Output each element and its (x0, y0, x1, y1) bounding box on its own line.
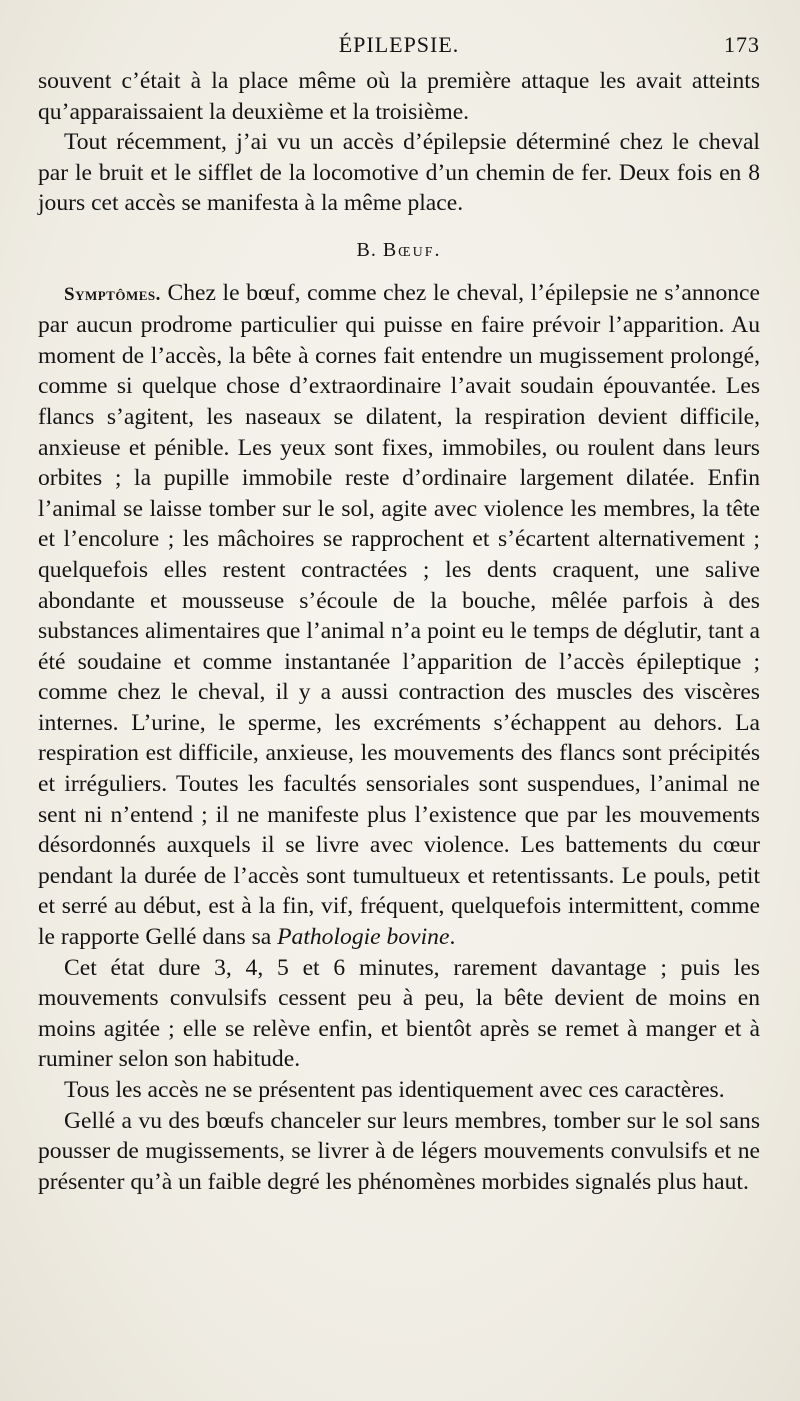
section-title: Bœuf. (382, 238, 442, 261)
running-title: ÉPILEPSIE. (338, 32, 460, 57)
symptoms-text-end: . (449, 924, 456, 951)
book-title-reference: Pathologie bovine (277, 924, 450, 951)
running-header (38, 26, 760, 60)
page-body (38, 66, 760, 1197)
paragraph-locomotive: Tout récemment, j’ai vu un accès d’épilepsie déterminé chez le cheval par le bruit et le sifflet de la locomotive d’un chemin de fer. Deux fois en 8 jours cet accès se manifesta à la même place. (38, 129, 760, 217)
paragraph-gelle: Gellé a vu des bœufs chanceler sur leurs membres, tomber sur le sol sans pousser de mugissements, se livrer à de légers mouvements convulsifs et ne présenter qu’à un faible degré les phénomènes morbides signalés plus haut. (38, 1107, 760, 1195)
section-letter: B. (356, 238, 377, 261)
page-number: 173 (724, 32, 760, 57)
section-heading (38, 235, 760, 266)
paragraph-continued: souvent c’était à la place même où la première attaque les avait atteints qu’apparaissaient la deuxième et la troisième. (38, 68, 760, 125)
symptoms-run-in-heading: Symptômes. (64, 283, 161, 305)
paragraph-variation: Tous les accès ne se présentent pas identiquement avec ces caractères. (64, 1077, 725, 1103)
paragraph-symptoms (38, 278, 760, 953)
paragraph-duration: Cet état dure 3, 4, 5 et 6 minutes, rarement davantage ; puis les mouvements convulsifs cessent peu à peu, la bête devient de moins en moins agitée ; elle se relève enfin, et bientôt après se remet à manger et à ruminer selon son habitude. (38, 954, 760, 1073)
symptoms-text: Chez le bœuf, comme chez le cheval, l’épilepsie ne s’annonce par aucun prodrome particulier qui puisse en faire prévoir l’apparition. Au moment de l’accès, la bête à cornes fait entendre un mugissement prolongé, comme si quelque chose d’extraordinaire l’avait soudain épouvantée. Les flancs s’agitent, les naseaux se dilatent, la respiration devient difficile, anxieuse et pénible. Les yeux sont fixes, immobiles, ou roulent dans leurs orbites ; la pupille immobile reste d’ordinaire largement dilatée. Enfin l’animal se laisse tomber sur le sol, agite avec violence les membres, la tête et l’encolure ; les mâchoires se rapprochent et s’écartent alternativement ; quelquefois elles restent contractées ; les dents craquent, une salive abondante et mousseuse s’écoule de la bouche, mêlée parfois à des substances alimentaires que l’animal n’a point eu le temps de déglutir, tant a été soudaine et comme instantanée l’apparition de l’accès épileptique ; comme chez le cheval, il y a aussi contraction des muscles des viscères internes. L’urine, le sperme, les excréments s’échappent au dehors. La respiration est difficile, anxieuse, les mouvements des flancs sont précipités et irréguliers. Toutes les facultés sensoriales sont suspendues, l’animal ne sent ni n’entend ; il ne manifeste plus l’existence que par les mouvements désordonnés auxquels il se livre avec violence. Les battements du cœur pendant la durée de l’accès sont tumultueux et retentissants. Le pouls, petit et serré au début, est à la fin, vif, fréquent, quelquefois intermittent, comme le rapporte Gellé dans sa (38, 279, 760, 951)
